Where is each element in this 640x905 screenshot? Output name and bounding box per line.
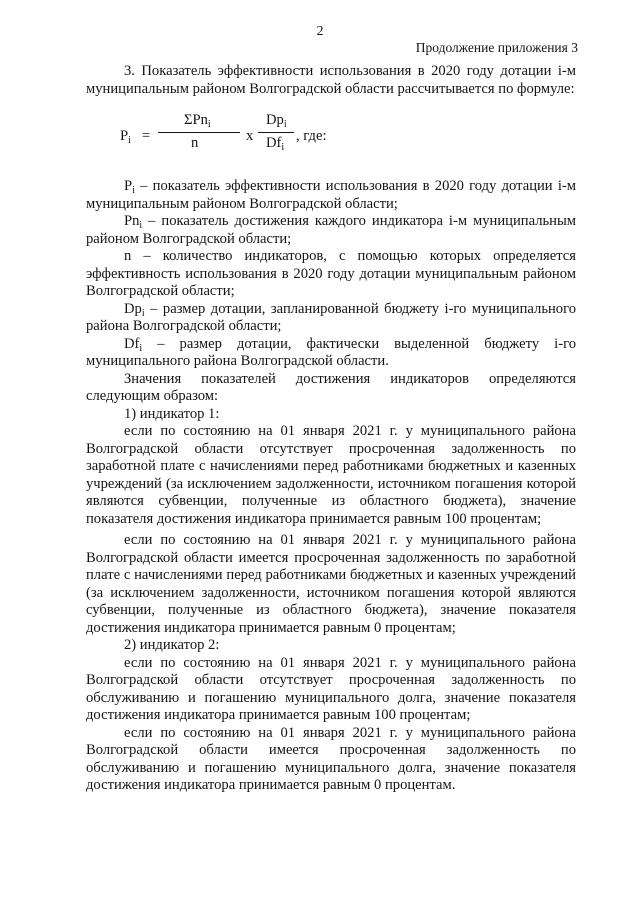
appendix-continuation-label: Продолжение приложения 3 <box>415 40 578 55</box>
formula-times: x <box>246 128 254 144</box>
definition-pni: $Pn_i$ – показатель достижения каждого индикатора i-м муниципальным районом Волгоградской области; <box>86 213 576 247</box>
paragraph-formula-intro: 3. Показатель эффективности использования в 2020 году дотации i-м муниципальным районом Волгоградской области рассчитывается по формуле: <box>86 63 576 97</box>
definition-pi: $P_i$ – показатель эффективности использования в 2020 году дотации i-м муниципальным районом Волгоградской области; <box>86 178 576 212</box>
indicator-1-heading: 1) индикатор 1: <box>124 405 220 422</box>
definition-dpi: $Dp_i$ – размер дотации, запланированной бюджету i-го муниципального района Волгоградской области; <box>86 300 576 334</box>
formula-numerator-dp: $Dp_i$ <box>266 112 287 130</box>
formula-tail: , где: <box>296 128 327 144</box>
formula-denominator-n: n <box>191 135 199 151</box>
indicator-2-heading: 2) индикатор 2: <box>124 637 220 653</box>
indicator-1-case-absent: если по состоянию на 01 января 2021 г. у муниципального района Волгоградской области отсутствует просроченная задолженность по заработной плате с начислениями перед работниками бюджетных и казенных учреждений (за исключением задолженности, источником погашения которой являются субвенции, полученные из областного бюджета), значение показателя достижения индикатора принимается равным 100 процентам; <box>86 423 576 527</box>
formula-fraction-line-1 <box>158 132 240 133</box>
indicator-2-case-absent: если по состоянию на 01 января 2021 г. у муниципального района Волгоградской области отсутствует просроченная задолженность по обслуживанию и погашению муниципального долга, значение показателя достижения индикатора принимается равным 100 процентам; <box>86 654 576 723</box>
formula-equals: = <box>142 128 151 144</box>
indicator-1-case-present: если по состоянию на 01 января 2021 г. у муниципального района Волгоградской области имеется просроченная задолженность по заработной плате с начислениями перед работниками бюджетных и казенных учреждений (за исключением задолженности, источником погашения которой являются субвенции, полученные из областного бюджета), значение показателя достижения индикатора принимается равным 0 процентам; <box>86 532 576 636</box>
paragraph-indicator-values: Значения показателей достижения индикаторов определяются следующим образом: <box>86 370 576 404</box>
page-number: 2 <box>316 24 324 39</box>
formula-fraction-line-2 <box>258 132 294 133</box>
definition-dfi: $Df_i$ – размер дотации, фактически выделенной бюджету i-го муниципального района Волгоградской области. <box>86 335 576 369</box>
document-body <box>86 63 576 795</box>
definition-n: n – количество индикаторов, с помощью которых определяется эффективность использования в 2020 году дотации муниципальным районом Волгоградской области; <box>86 248 576 299</box>
efficiency-formula <box>86 106 576 164</box>
indicator-2-case-present: если по состоянию на 01 января 2021 г. у муниципального района Волгоградской области имеется просроченная задолженность по обслуживанию и погашению муниципального долга, значение показателя достижения индикатора принимается равным 0 процентам. <box>86 724 576 793</box>
formula-lhs: $P_i$ <box>120 128 131 146</box>
formula-denominator-df: $Df_i$ <box>266 135 285 153</box>
formula-numerator-sum: ΣPn$_i$ <box>184 112 211 130</box>
